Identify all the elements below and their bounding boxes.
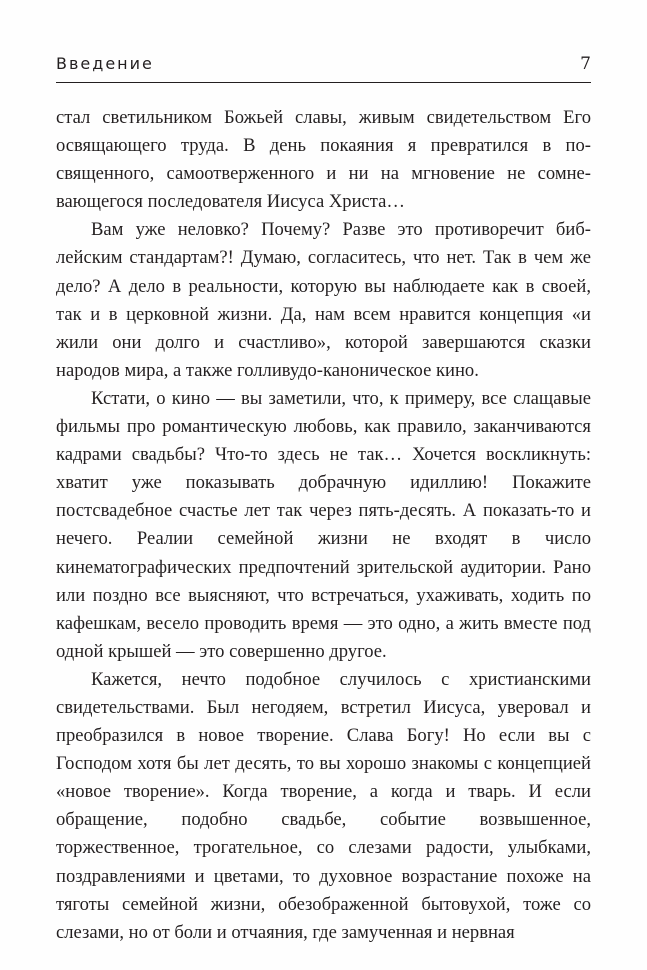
- running-head: [56, 52, 591, 76]
- paragraph-1: стал светильником Божьей славы, живым свидетельством Его освящающего труда. В день покаяния я превратился в посвященного, самоотверженного и ни на мгновение не сомневающегося последователя Иисуса Христа…: [56, 107, 591, 213]
- paragraph-3: Кстати, о кино — вы заметили, что, к примеру, все слащавые фильмы про романтическую любовь, как правило, заканчиваются кадрами свадьбы? Что-то здесь не так… Хочется воскликнуть: хватит уже показывать добрачную идиллию! Покажите постсвадебное счастье лет так через пять-десять. А показать-то и нечего. Реалии семейной жизни не входят в число кинематографических предпочтений зрительской аудитории. Рано или поздно все выясняют, что встречаться, ухаживать, ходить по кафешкам, весело проводить время — это одно, а жить вместе под одной крышей — это совершенно другое.: [56, 387, 591, 662]
- paragraph-2: Вам уже неловко? Почему? Разве это противоречит библейским стандартам?! Думаю, согласитесь, что нет. Так в чем же дело? А дело в реальности, которую вы наблюдаете как в своей, так и в церковной жизни. Да, нам всем нравится концепция «и жили они долго и счастливо», которой завершаются сказки народов мира, а также голливудо-каноническое кино.: [56, 219, 591, 381]
- running-title: Введение: [56, 54, 154, 73]
- body-text: [56, 104, 591, 947]
- paragraph-4: Кажется, нечто подобное случилось с христианскими свидетельствами. Был негодяем, встретил Иисуса, уверовал и преобразился в новое творение. Слава Богу! Но если вы с Господом хотя бы лет десять, то вы хорошо знакомы с концепцией «новое творение». Когда творение, а когда и тварь. И если обращение, подобно свадьбе, событие возвышенное, торжественное, трогательное, со слезами радости, улыбками, поздравлениями и цветами, то духовное возрастание похоже на тяготы семейной жизни, обезображенной бытовухой, тоже со слезами, но от боли и отчаяния, где замученная и нервная: [56, 668, 591, 943]
- header-rule: [56, 82, 591, 83]
- page-number: 7: [580, 54, 591, 74]
